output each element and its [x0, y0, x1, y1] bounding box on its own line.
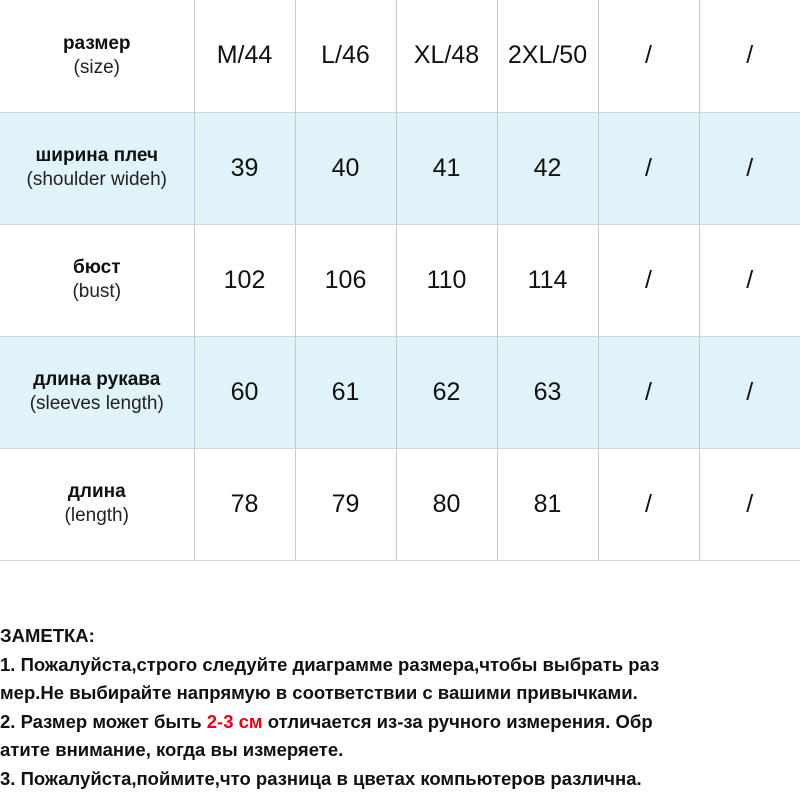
table-cell: 106 [295, 224, 396, 336]
row-label-ru: бюст [72, 257, 121, 278]
row-label-ru: ширина плеч [35, 145, 159, 166]
table-cell: / [699, 336, 800, 448]
table-cell: 2XL/50 [497, 0, 598, 112]
note-1-line-1: 1. Пожалуйста,строго следуйте диаграмме размера,чтобы выбрать раз [0, 653, 660, 675]
row-label-bust [0, 224, 194, 336]
table-cell: / [598, 336, 699, 448]
table-cell: / [699, 112, 800, 224]
table-cell: 79 [295, 448, 396, 560]
table-cell: XL/48 [396, 0, 497, 112]
row-label-ru: длина рукава [33, 369, 161, 390]
notes-section [0, 622, 800, 793]
note-2-text-post: отличается из-за ручного измерения. Обр [262, 710, 653, 732]
table-cell: / [598, 448, 699, 560]
table-cell: 41 [396, 112, 497, 224]
table-cell: / [699, 224, 800, 336]
table-cell: / [598, 0, 699, 112]
row-label-shoulder-width [0, 112, 194, 224]
row-label-en: (length) [64, 505, 129, 526]
table-cell: / [598, 224, 699, 336]
table-row-size [0, 0, 800, 112]
table-cell: 62 [396, 336, 497, 448]
note-3-line-1: 3. Пожалуйста,поймите,что разница в цветах компьютеров различна. [0, 767, 642, 789]
table-cell: 63 [497, 336, 598, 448]
notes-title: ЗАМЕТКА: [0, 625, 95, 646]
table-row-length [0, 448, 800, 560]
table-row-bust [0, 224, 800, 336]
row-label-ru: размер [62, 32, 131, 54]
table-cell: L/46 [295, 0, 396, 112]
table-cell: M/44 [194, 0, 295, 112]
note-2-line-1 [0, 708, 800, 737]
table-cell: 61 [295, 336, 396, 448]
row-label-sleeve-length [0, 336, 194, 448]
table-cell: 40 [295, 112, 396, 224]
table-row-sleeve-length [0, 336, 800, 448]
table-cell: 80 [396, 448, 497, 560]
row-label-en: (shoulder wideh) [26, 169, 167, 190]
row-label-length [0, 448, 194, 560]
row-label-en: (size) [73, 56, 120, 78]
table-cell: / [699, 448, 800, 560]
row-label-size [0, 0, 194, 112]
note-2-highlight: 2-3 см [206, 710, 263, 732]
table-cell: 110 [396, 224, 497, 336]
table-cell: 42 [497, 112, 598, 224]
table-cell: 78 [194, 448, 295, 560]
note-1-line-2: мер.Не выбирайте напрямую в соответствии с вашими привычками. [0, 682, 638, 703]
row-label-ru: длина [67, 481, 126, 502]
table-cell: 102 [194, 224, 295, 336]
row-label-en: (bust) [72, 281, 122, 302]
table-row-shoulder-width [0, 112, 800, 224]
note-2-text-pre: 2. Размер может быть [0, 710, 207, 732]
table-cell: / [699, 0, 800, 112]
table-cell: 114 [497, 224, 598, 336]
table-cell: 60 [194, 336, 295, 448]
note-2-line-2: атите внимание, когда вы измеряете. [0, 739, 344, 760]
table-cell: 81 [497, 448, 598, 560]
row-label-en: (sleeves length) [29, 393, 164, 414]
table-cell: / [598, 112, 699, 224]
table-cell: 39 [194, 112, 295, 224]
